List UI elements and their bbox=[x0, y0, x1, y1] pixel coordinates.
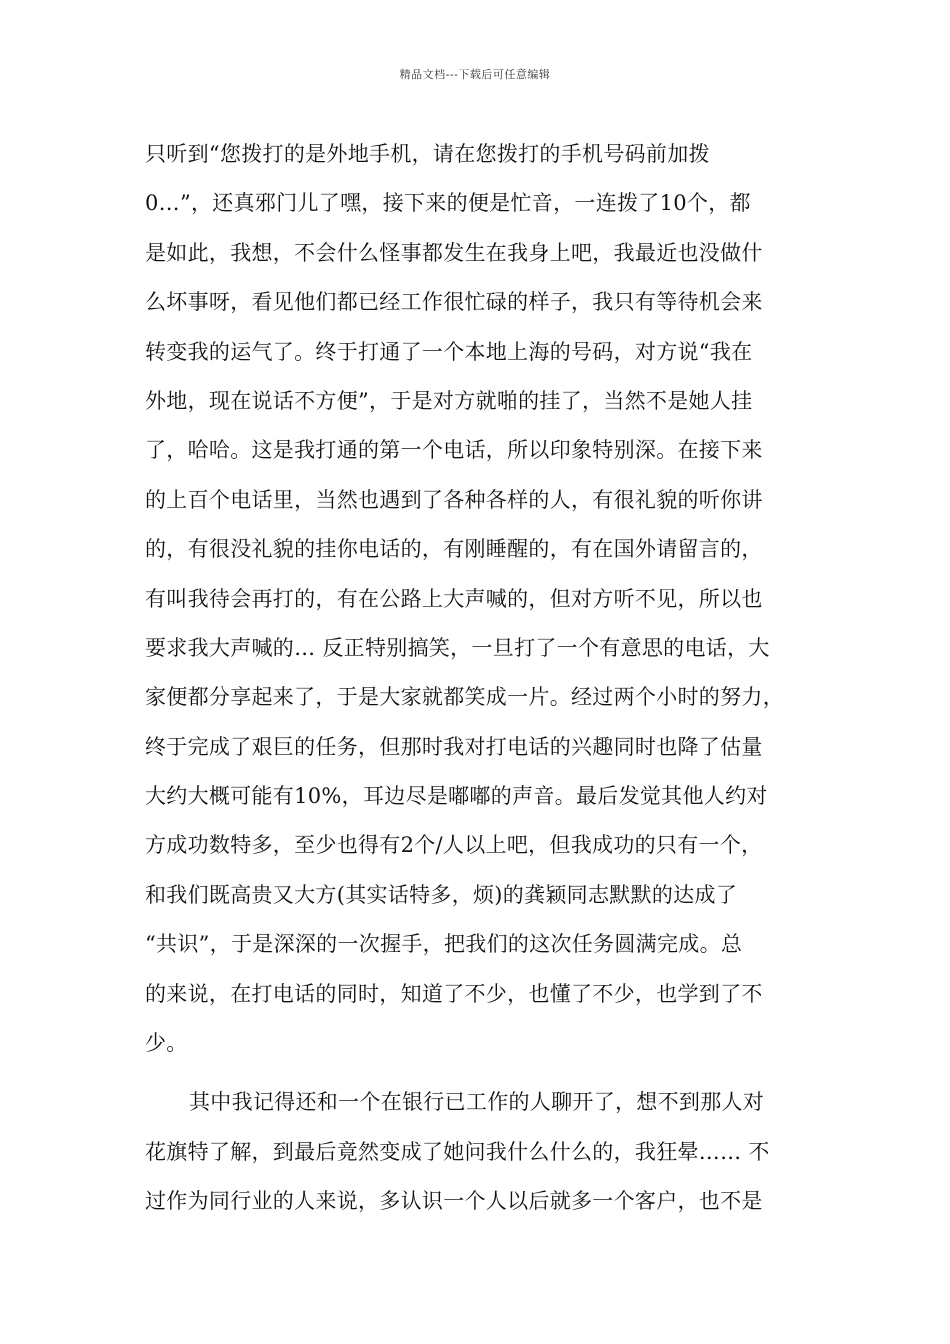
page-header: 精品文档---下载后可任意编辑 bbox=[399, 68, 551, 81]
text-line: 的上百个电话里，当然也遇到了各种各样的人，有很礼貌的听你讲 bbox=[145, 487, 763, 512]
text-line: 过作为同行业的人来说，多认识一个人以后就多一个客户，也不是 bbox=[145, 1189, 763, 1214]
document-body bbox=[145, 130, 825, 1227]
text-line: 了，哈哈。这是我打通的第一个电话，所以印象特别深。在接下来 bbox=[145, 438, 763, 463]
text-line: “共识”，于是深深的一次握手，把我们的这次任务圆满完成。总 bbox=[145, 932, 743, 957]
text-line: 只听到“您拨打的是外地手机，请在您拨打的手机号码前加拨 bbox=[145, 142, 710, 166]
paragraph-spacer bbox=[145, 1068, 825, 1078]
text-line: 是如此，我想，不会什么怪事都发生在我身上吧，我最近也没做什 bbox=[145, 240, 763, 265]
text-line: 外地，现在说话不方便”，于是对方就啪的挂了，当然不是她人挂 bbox=[145, 388, 753, 413]
paragraph-2 bbox=[145, 1078, 825, 1226]
text-line: 的来说，在打电话的同时，知道了不少，也懂了不少，也学到了不 bbox=[145, 981, 763, 1006]
text-line: 其中我记得还和一个在银行已工作的人聊开了，想不到那人对 bbox=[189, 1090, 765, 1115]
text-line: 终于完成了艰巨的任务，但那时我对打电话的兴趣同时也降了估量 bbox=[145, 734, 763, 759]
paragraph-1 bbox=[145, 130, 825, 1068]
text-line: 家便都分享起来了，于是大家就都笑成一片。经过两个小时的努力， bbox=[145, 685, 784, 710]
text-line: 大约大概可能有10%，耳边尽是嘟嘟的声音。最后发觉其他人约对 bbox=[145, 784, 768, 809]
text-line: 0…”，还真邪门儿了嘿，接下来的便是忙音，一连拨了10个，都 bbox=[145, 191, 751, 216]
text-line: 和我们既高贵又大方(其实话特多，烦)的龚颖同志默默的达成了 bbox=[145, 882, 738, 907]
text-line: 要求我大声喊的… 反正特别搞笑，一旦打了一个有意思的电话，大 bbox=[145, 635, 770, 660]
text-line: 花旗特了解，到最后竟然变成了她问我什么什么的，我狂晕…… 不 bbox=[145, 1139, 770, 1164]
text-line: 少。 bbox=[145, 1031, 188, 1056]
text-line: 转变我的运气了。终于打通了一个本地上海的号码，对方说“我在 bbox=[145, 339, 753, 364]
text-line: 有叫我待会再打的，有在公路上大声喊的，但对方听不见，所以也 bbox=[145, 586, 763, 611]
text-line: 方成功数特多，至少也得有2个/人以上吧，但我成功的只有一个， bbox=[145, 833, 763, 858]
text-line: 的，有很没礼貌的挂你电话的，有刚睡醒的，有在国外请留言的， bbox=[145, 537, 763, 562]
text-line: 么坏事呀，看见他们都已经工作很忙碌的样子，我只有等待机会来 bbox=[145, 290, 763, 315]
